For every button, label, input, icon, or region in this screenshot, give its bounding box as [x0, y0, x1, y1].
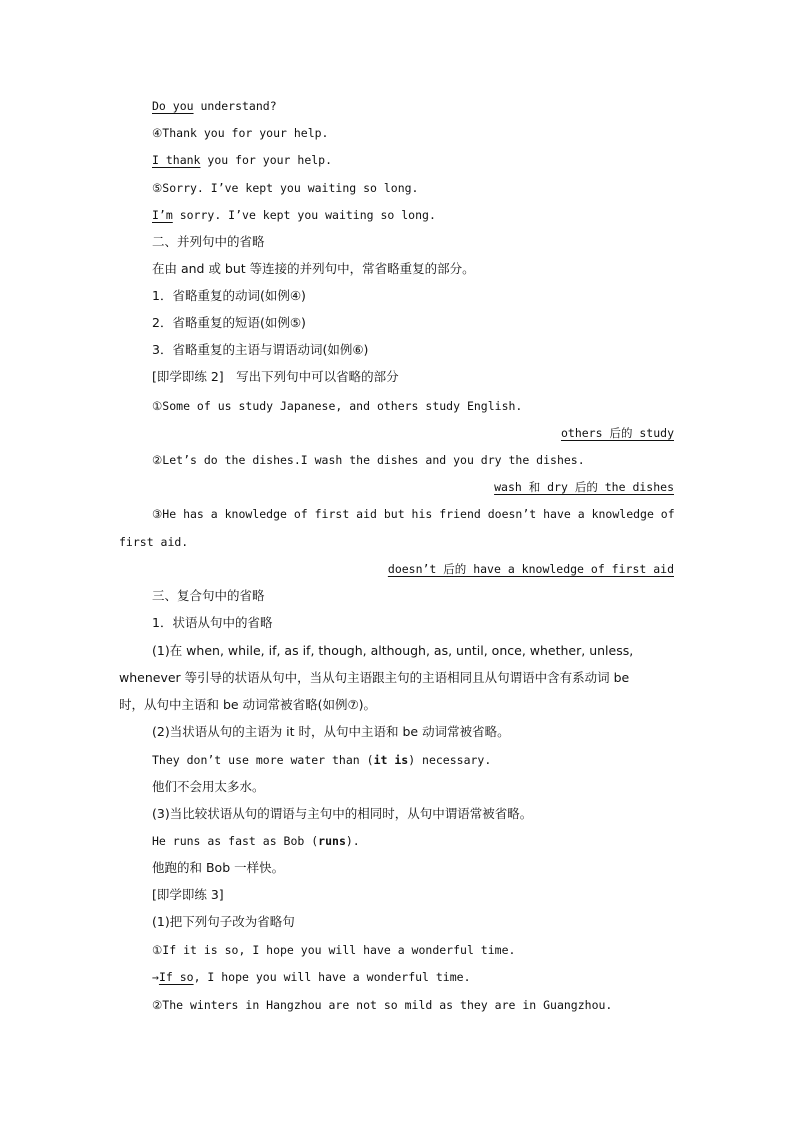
example-line-do-you-understand: Do you understand?: [152, 99, 277, 113]
section-3-point-1: 1．状语从句中的省略: [152, 615, 273, 630]
exercise-2-question-1: ①Some of us study Japanese, and others study English.: [152, 399, 523, 413]
example-5-answer: I’m sorry. I’ve kept you waiting so long.: [152, 208, 436, 222]
exercise-2-answer-1: others 后的 study: [560, 426, 674, 440]
example-4-sentence: ④Thank you for your help.: [152, 126, 329, 140]
rule-1-line-3: 时，从句中主语和 be 动词常被省略(如例⑦)。: [119, 697, 377, 712]
section-2-intro: 在由 and 或 but 等连接的并列句中，常省略重复的部分。: [152, 261, 475, 276]
underlined-text: I’m: [152, 208, 173, 222]
example-5-sentence: ⑤Sorry. I’ve kept you waiting so long.: [152, 181, 419, 195]
exercise-2-title: [即学即练 2] 写出下列句中可以省略的部分: [152, 369, 399, 384]
rule-2-translation: 他们不会用太多水。: [152, 779, 265, 794]
section-2-point-3: 3．省略重复的主语与谓语动词(如例⑥): [152, 342, 369, 357]
section-2-title: 二、并列句中的省略: [152, 234, 265, 249]
exercise-2-question-3-line-1: ③He has a knowledge of first aid but his friend doesn’t have a knowledge of: [152, 507, 675, 521]
rule-2-example: They don’t use more water than (it is) necessary.: [152, 753, 492, 767]
section-3-title: 三、复合句中的省略: [152, 588, 265, 603]
exercise-3-answer-1: →If so, I hope you will have a wonderful time.: [152, 970, 471, 984]
exercise-2-answer-2: wash 和 dry 后的 the dishes: [494, 480, 674, 494]
exercise-3-subtitle: (1)把下列句子改为省略句: [152, 914, 295, 929]
exercise-2-question-3-line-2: first aid.: [119, 535, 189, 549]
exercise-3-question-1: ①If it is so, I hope you will have a wonderful time.: [152, 943, 516, 957]
section-2-point-1: 1．省略重复的动词(如例④): [152, 288, 306, 303]
rule-3-translation: 他跑的和 Bob 一样快。: [152, 860, 285, 875]
underlined-text: I thank: [152, 153, 201, 167]
exercise-2-question-2: ②Let’s do the dishes.I wash the dishes and you dry the dishes.: [152, 453, 585, 467]
rule-1-line-2: whenever 等引导的状语从句中，当从句主语跟主句的主语相同且从句谓语中含有系动词 be: [119, 670, 630, 685]
rule-1-line-1: (1)在 when, while, if, as if, though, although, as, until, once, whether, unless,: [152, 643, 634, 658]
arrow-icon: →: [152, 970, 159, 984]
underlined-text: If so: [158, 970, 194, 984]
bold-text: runs: [318, 834, 346, 848]
exercise-3-question-2: ②The winters in Hangzhou are not so mild as they are in Guangzhou.: [152, 998, 613, 1012]
rule-3-example: He runs as fast as Bob (runs).: [152, 834, 360, 848]
bold-text: it is: [373, 753, 409, 767]
example-4-answer: I thank you for your help.: [152, 153, 333, 167]
exercise-2-answer-3: doesn’t 后的 have a knowledge of first aid: [387, 562, 674, 576]
section-2-point-2: 2．省略重复的短语(如例⑤): [152, 315, 306, 330]
rule-2: (2)当状语从句的主语为 it 时，从句中主语和 be 动词常被省略。: [152, 724, 510, 739]
rule-3: (3)当比较状语从句的谓语与主句中的相同时，从句中谓语常被省略。: [152, 806, 533, 821]
underlined-text: Do you: [152, 99, 194, 113]
exercise-3-title: [即学即练 3]: [152, 887, 224, 902]
